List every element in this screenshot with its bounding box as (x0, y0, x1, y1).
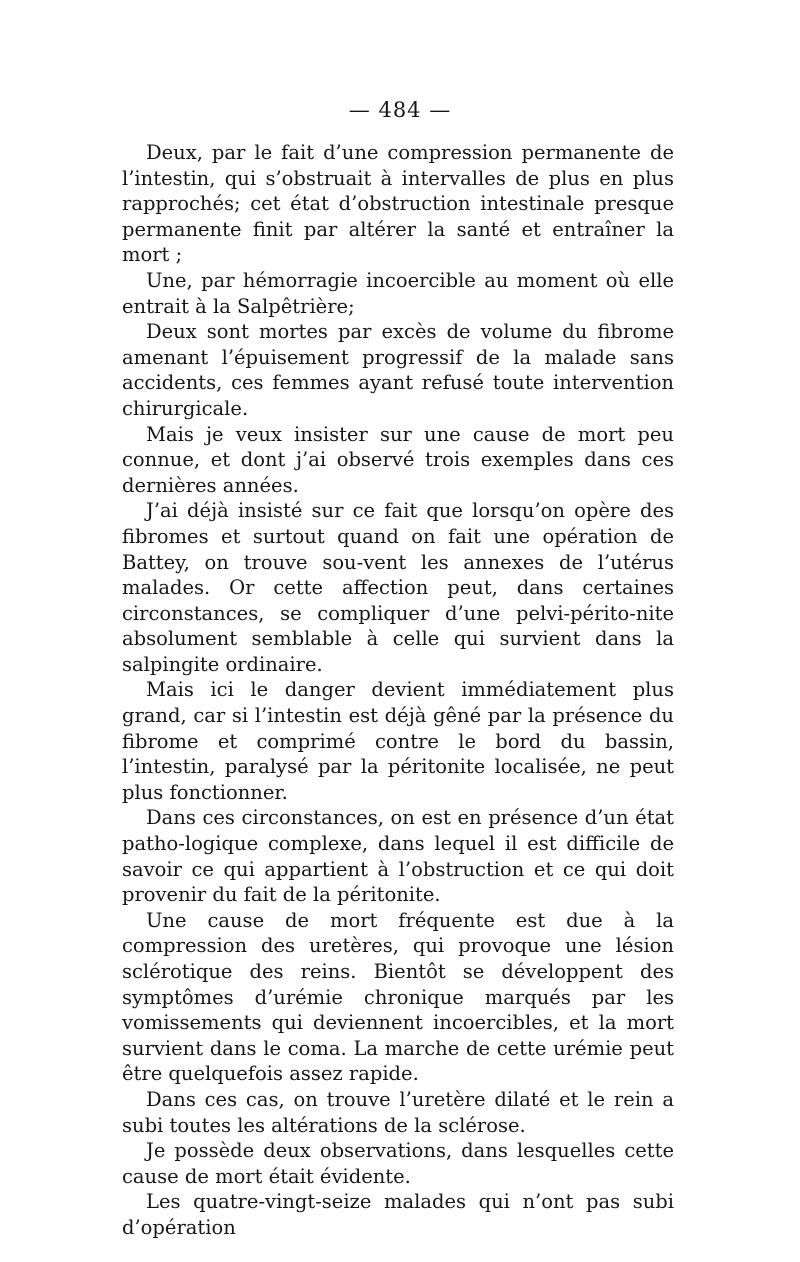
paragraph-10: Je possède deux observations, dans lesquelles cette cause de mort était évidente. (122, 1139, 674, 1188)
body-text (122, 140, 674, 1241)
paragraph-8: Une cause de mort fréquente est due à la compression des uretères, qui provoque une lésion sclérotique des reins. Bientôt se développent des symptômes d’urémie chronique marqués par les vomissements qui deviennent incoercibles, et la mort survient dans le coma. La marche de cette urémie peut être quelquefois assez rapide. (122, 908, 674, 1086)
paragraph-2: Une, par hémorragie incoercible au moment où elle entrait à la Salpêtrière; (122, 268, 674, 318)
paragraph-5: J’ai déjà insisté sur ce fait que lorsqu’on opère des fibromes et surtout quand on fait une opération de Battey, on trouve sou-vent les annexes de l’utérus malades. Or cette affection peut, dans certaines circonstances, se compliquer d’une pelvi-périto-nite absolument semblable à celle qui survient dans la salpingite ordinaire. (122, 499, 674, 676)
paragraph-7: Dans ces circonstances, on est en présence d’un état patho-logique complexe, dans lequel il est difficile de savoir ce qui appartient à l’obstruction et ce qui doit provenir du fait de la péritonite. (122, 806, 674, 907)
paragraph-6: Mais ici le danger devient immédiatement plus grand, car si l’intestin est déjà gêné par la présence du fibrome et comprimé contre le bord du bassin, l’intestin, paralysé par la péritonite localisée, ne peut plus fonctionner. (122, 678, 674, 804)
paragraph-3: Deux sont mortes par excès de volume du fibrome amenant l’épuisement progressif de la malade sans accidents, ces femmes ayant refusé toute intervention chirurgicale. (122, 320, 674, 420)
paragraph-9: Dans ces cas, on trouve l’uretère dilaté et le rein a subi toutes les altérations de la sclérose. (122, 1087, 674, 1137)
paragraph-1: Deux, par le fait d’une compression permanente de l’intestin, qui s’obstruait à intervalles de plus en plus rapprochés; cet état d’obstruction intestinale presque permanente finit par altérer la santé et entraîner la mort ; (122, 141, 674, 267)
page-number: — 484 — (348, 98, 452, 122)
paragraph-11: Les quatre-vingt-seize malades qui n’ont pas subi d’opération (122, 1190, 674, 1239)
paragraph-4: Mais je veux insister sur une cause de mort peu connue, et dont j’ai observé trois exemples dans ces dernières années. (122, 422, 674, 497)
